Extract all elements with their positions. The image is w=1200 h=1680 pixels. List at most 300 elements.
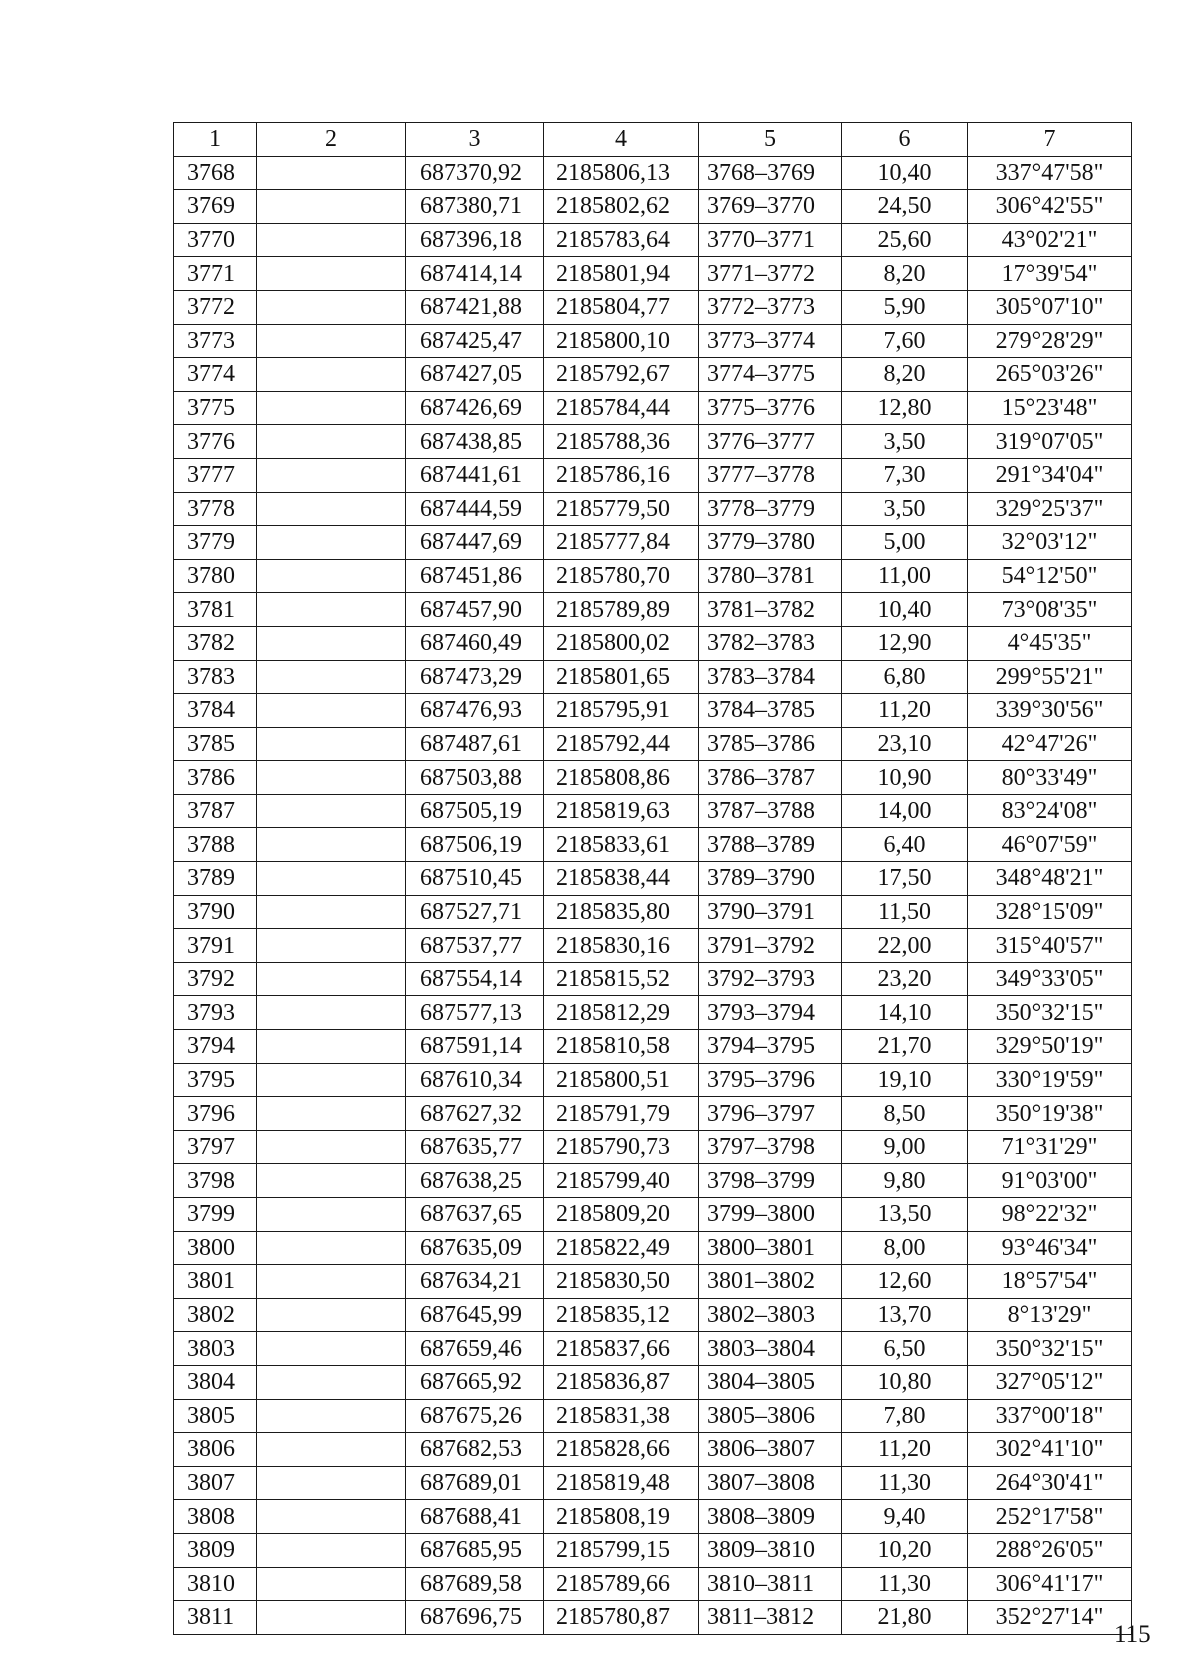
table-row [174, 660, 1132, 694]
table-cell-col5: 3790–3791 [699, 895, 842, 929]
table-cell-col6: 7,60 [842, 324, 968, 358]
table-cell-col7: 291°34'04" [968, 458, 1132, 492]
table-header-row [174, 123, 1132, 157]
table-cell-col6: 5,90 [842, 290, 968, 324]
table-cell-col4: 2185836,87 [544, 1365, 699, 1399]
table-cell-col7: 54°12'50" [968, 559, 1132, 593]
table-cell-col1: 3799 [174, 1198, 257, 1232]
table-cell-col7: 306°41'17" [968, 1567, 1132, 1601]
table-cell-col5: 3793–3794 [699, 996, 842, 1030]
table-row [174, 425, 1132, 459]
table-cell-col1: 3796 [174, 1097, 257, 1131]
table-cell-col5: 3797–3798 [699, 1130, 842, 1164]
coordinate-table [173, 122, 1132, 1635]
table-row [174, 626, 1132, 660]
table-cell-col6: 13,50 [842, 1198, 968, 1232]
table-cell-col1: 3801 [174, 1265, 257, 1299]
table-row [174, 1164, 1132, 1198]
table-cell-col3: 687682,53 [406, 1433, 544, 1467]
table-cell-col3: 687457,90 [406, 593, 544, 627]
table-cell-col6: 10,40 [842, 593, 968, 627]
table-cell-col3: 687447,69 [406, 526, 544, 560]
table-cell-col6: 8,20 [842, 358, 968, 392]
table-cell-col4: 2185800,02 [544, 626, 699, 660]
table-cell-col1: 3797 [174, 1130, 257, 1164]
table-cell-col1: 3791 [174, 929, 257, 963]
table-cell-col2 [257, 391, 406, 425]
table-cell-col5: 3798–3799 [699, 1164, 842, 1198]
table-cell-col2 [257, 828, 406, 862]
table-cell-col3: 687675,26 [406, 1399, 544, 1433]
table-cell-col6: 11,00 [842, 559, 968, 593]
table-cell-col1: 3770 [174, 223, 257, 257]
table-cell-col2 [257, 1298, 406, 1332]
table-row [174, 358, 1132, 392]
table-cell-col1: 3772 [174, 290, 257, 324]
table-cell-col2 [257, 257, 406, 291]
table-cell-col5: 3769–3770 [699, 190, 842, 224]
table-cell-col5: 3777–3778 [699, 458, 842, 492]
table-cell-col5: 3792–3793 [699, 962, 842, 996]
table-cell-col3: 687689,58 [406, 1567, 544, 1601]
table-row [174, 962, 1132, 996]
table-cell-col3: 687451,86 [406, 559, 544, 593]
table-cell-col7: 350°32'15" [968, 996, 1132, 1030]
table-cell-col1: 3774 [174, 358, 257, 392]
table-cell-col5: 3804–3805 [699, 1365, 842, 1399]
table-cell-col2 [257, 1601, 406, 1635]
table-cell-col6: 14,00 [842, 794, 968, 828]
table-cell-col7: 329°25'37" [968, 492, 1132, 526]
table-cell-col5: 3774–3775 [699, 358, 842, 392]
table-cell-col7: 337°00'18" [968, 1399, 1132, 1433]
table-cell-col1: 3782 [174, 626, 257, 660]
table-cell-col7: 8°13'29" [968, 1298, 1132, 1332]
table-cell-col6: 12,90 [842, 626, 968, 660]
table-cell-col2 [257, 1533, 406, 1567]
table-cell-col6: 21,70 [842, 1030, 968, 1064]
table-cell-col6: 11,30 [842, 1466, 968, 1500]
table-cell-col2 [257, 962, 406, 996]
table-cell-col2 [257, 862, 406, 896]
table-cell-col5: 3801–3802 [699, 1265, 842, 1299]
table-cell-col6: 23,10 [842, 727, 968, 761]
table-cell-col4: 2185804,77 [544, 290, 699, 324]
table-cell-col2 [257, 1097, 406, 1131]
table-row [174, 1097, 1132, 1131]
table-cell-col4: 2185819,48 [544, 1466, 699, 1500]
table-cell-col7: 73°08'35" [968, 593, 1132, 627]
table-row [174, 794, 1132, 828]
table-cell-col2 [257, 1265, 406, 1299]
table-cell-col4: 2185783,64 [544, 223, 699, 257]
table-cell-col2 [257, 156, 406, 190]
table-cell-col3: 687510,45 [406, 862, 544, 896]
table-cell-col5: 3778–3779 [699, 492, 842, 526]
table-cell-col7: 32°03'12" [968, 526, 1132, 560]
table-cell-col1: 3806 [174, 1433, 257, 1467]
column-header-6: 6 [842, 123, 968, 157]
table-cell-col6: 22,00 [842, 929, 968, 963]
table-cell-col6: 13,70 [842, 1298, 968, 1332]
table-cell-col4: 2185801,94 [544, 257, 699, 291]
table-cell-col4: 2185815,52 [544, 962, 699, 996]
table-cell-col5: 3794–3795 [699, 1030, 842, 1064]
table-cell-col3: 687554,14 [406, 962, 544, 996]
table-cell-col4: 2185809,20 [544, 1198, 699, 1232]
table-cell-col3: 687634,21 [406, 1265, 544, 1299]
table-cell-col6: 8,00 [842, 1231, 968, 1265]
table-cell-col2 [257, 1130, 406, 1164]
table-cell-col1: 3777 [174, 458, 257, 492]
table-cell-col6: 9,00 [842, 1130, 968, 1164]
table-cell-col2 [257, 593, 406, 627]
table-row [174, 559, 1132, 593]
table-cell-col1: 3768 [174, 156, 257, 190]
table-cell-col2 [257, 761, 406, 795]
table-cell-col5: 3784–3785 [699, 694, 842, 728]
table-cell-col5: 3808–3809 [699, 1500, 842, 1534]
table-cell-col4: 2185830,50 [544, 1265, 699, 1299]
table-row [174, 1198, 1132, 1232]
table-cell-col6: 25,60 [842, 223, 968, 257]
table-row [174, 1030, 1132, 1064]
table-row [174, 1500, 1132, 1534]
column-header-3: 3 [406, 123, 544, 157]
table-cell-col6: 10,40 [842, 156, 968, 190]
table-cell-col2 [257, 727, 406, 761]
table-row [174, 290, 1132, 324]
table-cell-col2 [257, 1063, 406, 1097]
table-cell-col5: 3802–3803 [699, 1298, 842, 1332]
table-cell-col1: 3771 [174, 257, 257, 291]
table-cell-col7: 348°48'21" [968, 862, 1132, 896]
table-row [174, 1332, 1132, 1366]
table-cell-col1: 3809 [174, 1533, 257, 1567]
table-cell-col1: 3808 [174, 1500, 257, 1534]
table-cell-col4: 2185800,10 [544, 324, 699, 358]
table-cell-col2 [257, 929, 406, 963]
table-cell-col4: 2185808,86 [544, 761, 699, 795]
table-cell-col2 [257, 1433, 406, 1467]
table-cell-col4: 2185789,89 [544, 593, 699, 627]
table-cell-col1: 3798 [174, 1164, 257, 1198]
table-cell-col4: 2185800,51 [544, 1063, 699, 1097]
table-cell-col4: 2185831,38 [544, 1399, 699, 1433]
table-cell-col4: 2185835,80 [544, 895, 699, 929]
table-cell-col4: 2185786,16 [544, 458, 699, 492]
table-cell-col1: 3790 [174, 895, 257, 929]
table-cell-col3: 687476,93 [406, 694, 544, 728]
table-cell-col2 [257, 425, 406, 459]
table-cell-col4: 2185780,70 [544, 559, 699, 593]
table-cell-col6: 9,80 [842, 1164, 968, 1198]
table-cell-col1: 3786 [174, 761, 257, 795]
column-header-4: 4 [544, 123, 699, 157]
table-cell-col7: 91°03'00" [968, 1164, 1132, 1198]
table-cell-col2 [257, 1164, 406, 1198]
table-cell-col1: 3810 [174, 1567, 257, 1601]
table-cell-col7: 319°07'05" [968, 425, 1132, 459]
column-header-1: 1 [174, 123, 257, 157]
table-cell-col1: 3773 [174, 324, 257, 358]
table-cell-col7: 306°42'55" [968, 190, 1132, 224]
table-cell-col2 [257, 1332, 406, 1366]
table-cell-col4: 2185799,15 [544, 1533, 699, 1567]
table-cell-col5: 3789–3790 [699, 862, 842, 896]
table-row [174, 1399, 1132, 1433]
table-cell-col7: 327°05'12" [968, 1365, 1132, 1399]
table-cell-col5: 3768–3769 [699, 156, 842, 190]
table-cell-col1: 3811 [174, 1601, 257, 1635]
table-cell-col3: 687689,01 [406, 1466, 544, 1500]
table-cell-col3: 687487,61 [406, 727, 544, 761]
table-cell-col3: 687438,85 [406, 425, 544, 459]
table-cell-col7: 42°47'26" [968, 727, 1132, 761]
table-cell-col2 [257, 996, 406, 1030]
table-cell-col5: 3779–3780 [699, 526, 842, 560]
table-cell-col7: 71°31'29" [968, 1130, 1132, 1164]
table-cell-col7: 315°40'57" [968, 929, 1132, 963]
table-cell-col5: 3811–3812 [699, 1601, 842, 1635]
table-cell-col3: 687421,88 [406, 290, 544, 324]
table-cell-col5: 3783–3784 [699, 660, 842, 694]
table-cell-col4: 2185835,12 [544, 1298, 699, 1332]
table-cell-col3: 687638,25 [406, 1164, 544, 1198]
table-row [174, 257, 1132, 291]
table-cell-col6: 3,50 [842, 425, 968, 459]
table-row [174, 996, 1132, 1030]
table-cell-col1: 3789 [174, 862, 257, 896]
table-cell-col2 [257, 358, 406, 392]
table-cell-col5: 3782–3783 [699, 626, 842, 660]
table-cell-col3: 687396,18 [406, 223, 544, 257]
table-cell-col3: 687460,49 [406, 626, 544, 660]
table-cell-col6: 8,20 [842, 257, 968, 291]
table-cell-col3: 687427,05 [406, 358, 544, 392]
table-cell-col4: 2185777,84 [544, 526, 699, 560]
table-cell-col2 [257, 190, 406, 224]
table-cell-col5: 3775–3776 [699, 391, 842, 425]
table-cell-col7: 328°15'09" [968, 895, 1132, 929]
table-cell-col1: 3779 [174, 526, 257, 560]
table-cell-col4: 2185780,87 [544, 1601, 699, 1635]
table-cell-col3: 687685,95 [406, 1533, 544, 1567]
table-cell-col2 [257, 1399, 406, 1433]
table-cell-col3: 687506,19 [406, 828, 544, 862]
table-row [174, 156, 1132, 190]
table-cell-col1: 3804 [174, 1365, 257, 1399]
table-cell-col4: 2185819,63 [544, 794, 699, 828]
table-cell-col6: 19,10 [842, 1063, 968, 1097]
table-cell-col5: 3770–3771 [699, 223, 842, 257]
table-cell-col6: 9,40 [842, 1500, 968, 1534]
table-cell-col5: 3776–3777 [699, 425, 842, 459]
table-row [174, 1466, 1132, 1500]
table-cell-col3: 687505,19 [406, 794, 544, 828]
table-cell-col1: 3783 [174, 660, 257, 694]
table-cell-col5: 3788–3789 [699, 828, 842, 862]
table-cell-col5: 3800–3801 [699, 1231, 842, 1265]
table-cell-col1: 3776 [174, 425, 257, 459]
table-cell-col2 [257, 1500, 406, 1534]
table-cell-col6: 24,50 [842, 190, 968, 224]
table-cell-col4: 2185792,44 [544, 727, 699, 761]
table-cell-col4: 2185788,36 [544, 425, 699, 459]
table-row [174, 694, 1132, 728]
table-cell-col1: 3775 [174, 391, 257, 425]
table-cell-col2 [257, 1198, 406, 1232]
table-cell-col5: 3780–3781 [699, 559, 842, 593]
table-cell-col7: 18°57'54" [968, 1265, 1132, 1299]
column-header-2: 2 [257, 123, 406, 157]
table-cell-col2 [257, 660, 406, 694]
table-cell-col7: 305°07'10" [968, 290, 1132, 324]
table-cell-col6: 6,80 [842, 660, 968, 694]
table-cell-col3: 687696,75 [406, 1601, 544, 1635]
table-cell-col2 [257, 895, 406, 929]
table-cell-col4: 2185822,49 [544, 1231, 699, 1265]
table-cell-col7: 288°26'05" [968, 1533, 1132, 1567]
table-row [174, 324, 1132, 358]
table-row [174, 526, 1132, 560]
table-cell-col1: 3792 [174, 962, 257, 996]
table-cell-col7: 265°03'26" [968, 358, 1132, 392]
table-row [174, 391, 1132, 425]
table-cell-col4: 2185799,40 [544, 1164, 699, 1198]
table-cell-col6: 10,80 [842, 1365, 968, 1399]
table-cell-col7: 339°30'56" [968, 694, 1132, 728]
table-cell-col6: 14,10 [842, 996, 968, 1030]
table-cell-col5: 3796–3797 [699, 1097, 842, 1131]
table-cell-col3: 687503,88 [406, 761, 544, 795]
table-cell-col5: 3786–3787 [699, 761, 842, 795]
table-cell-col7: 279°28'29" [968, 324, 1132, 358]
table-cell-col7: 350°19'38" [968, 1097, 1132, 1131]
table-cell-col7: 15°23'48" [968, 391, 1132, 425]
table-cell-col7: 350°32'15" [968, 1332, 1132, 1366]
table-cell-col7: 4°45'35" [968, 626, 1132, 660]
table-cell-col7: 352°27'14" [968, 1601, 1132, 1635]
table-cell-col4: 2185830,16 [544, 929, 699, 963]
table-cell-col4: 2185789,66 [544, 1567, 699, 1601]
table-cell-col6: 6,40 [842, 828, 968, 862]
table-cell-col3: 687380,71 [406, 190, 544, 224]
table-cell-col3: 687665,92 [406, 1365, 544, 1399]
table-cell-col3: 687635,77 [406, 1130, 544, 1164]
table-cell-col7: 98°22'32" [968, 1198, 1132, 1232]
table-row [174, 593, 1132, 627]
table-cell-col5: 3810–3811 [699, 1567, 842, 1601]
table-cell-col5: 3771–3772 [699, 257, 842, 291]
table-cell-col1: 3787 [174, 794, 257, 828]
table-cell-col1: 3793 [174, 996, 257, 1030]
table-cell-col4: 2185790,73 [544, 1130, 699, 1164]
table-cell-col3: 687591,14 [406, 1030, 544, 1064]
table-cell-col4: 2185828,66 [544, 1433, 699, 1467]
table-cell-col1: 3802 [174, 1298, 257, 1332]
table-cell-col3: 687659,46 [406, 1332, 544, 1366]
table-cell-col1: 3780 [174, 559, 257, 593]
table-cell-col4: 2185779,50 [544, 492, 699, 526]
table-cell-col1: 3794 [174, 1030, 257, 1064]
table-cell-col2 [257, 324, 406, 358]
table-cell-col3: 687370,92 [406, 156, 544, 190]
table-row [174, 1601, 1132, 1635]
table-cell-col3: 687637,65 [406, 1198, 544, 1232]
table-cell-col7: 302°41'10" [968, 1433, 1132, 1467]
column-header-5: 5 [699, 123, 842, 157]
table-cell-col6: 12,60 [842, 1265, 968, 1299]
table-cell-col1: 3788 [174, 828, 257, 862]
table-cell-col3: 687688,41 [406, 1500, 544, 1534]
table-cell-col3: 687610,34 [406, 1063, 544, 1097]
table-cell-col4: 2185812,29 [544, 996, 699, 1030]
table-cell-col7: 43°02'21" [968, 223, 1132, 257]
table-cell-col2 [257, 1365, 406, 1399]
table-cell-col1: 3805 [174, 1399, 257, 1433]
table-cell-col2 [257, 626, 406, 660]
table-cell-col1: 3769 [174, 190, 257, 224]
table-cell-col7: 80°33'49" [968, 761, 1132, 795]
table-row [174, 1533, 1132, 1567]
table-cell-col6: 11,50 [842, 895, 968, 929]
table-cell-col6: 17,50 [842, 862, 968, 896]
table-cell-col5: 3807–3808 [699, 1466, 842, 1500]
table-row [174, 761, 1132, 795]
table-cell-col1: 3784 [174, 694, 257, 728]
column-header-7: 7 [968, 123, 1132, 157]
table-cell-col3: 687414,14 [406, 257, 544, 291]
table-row [174, 929, 1132, 963]
table-cell-col5: 3805–3806 [699, 1399, 842, 1433]
table-cell-col3: 687635,09 [406, 1231, 544, 1265]
table-cell-col6: 11,20 [842, 1433, 968, 1467]
table-cell-col7: 93°46'34" [968, 1231, 1132, 1265]
table-cell-col2 [257, 492, 406, 526]
table-cell-col2 [257, 1231, 406, 1265]
table-body [174, 156, 1132, 1634]
table-cell-col4: 2185802,62 [544, 190, 699, 224]
table-cell-col1: 3800 [174, 1231, 257, 1265]
table-cell-col3: 687473,29 [406, 660, 544, 694]
table-cell-col1: 3807 [174, 1466, 257, 1500]
table-cell-col6: 10,20 [842, 1533, 968, 1567]
table-cell-col3: 687444,59 [406, 492, 544, 526]
table-cell-col3: 687645,99 [406, 1298, 544, 1332]
table-row [174, 1433, 1132, 1467]
table-row [174, 492, 1132, 526]
table-cell-col7: 46°07'59" [968, 828, 1132, 862]
table-cell-col4: 2185792,67 [544, 358, 699, 392]
table-row [174, 223, 1132, 257]
table-cell-col3: 687441,61 [406, 458, 544, 492]
table-cell-col6: 5,00 [842, 526, 968, 560]
table-cell-col3: 687577,13 [406, 996, 544, 1030]
table-cell-col6: 10,90 [842, 761, 968, 795]
table-cell-col3: 687426,69 [406, 391, 544, 425]
table-cell-col1: 3795 [174, 1063, 257, 1097]
table-cell-col5: 3787–3788 [699, 794, 842, 828]
table-cell-col3: 687537,77 [406, 929, 544, 963]
table-cell-col6: 11,30 [842, 1567, 968, 1601]
table-row [174, 895, 1132, 929]
table-cell-col4: 2185810,58 [544, 1030, 699, 1064]
table-cell-col6: 11,20 [842, 694, 968, 728]
table-cell-col4: 2185833,61 [544, 828, 699, 862]
table-cell-col7: 349°33'05" [968, 962, 1132, 996]
table-cell-col7: 83°24'08" [968, 794, 1132, 828]
